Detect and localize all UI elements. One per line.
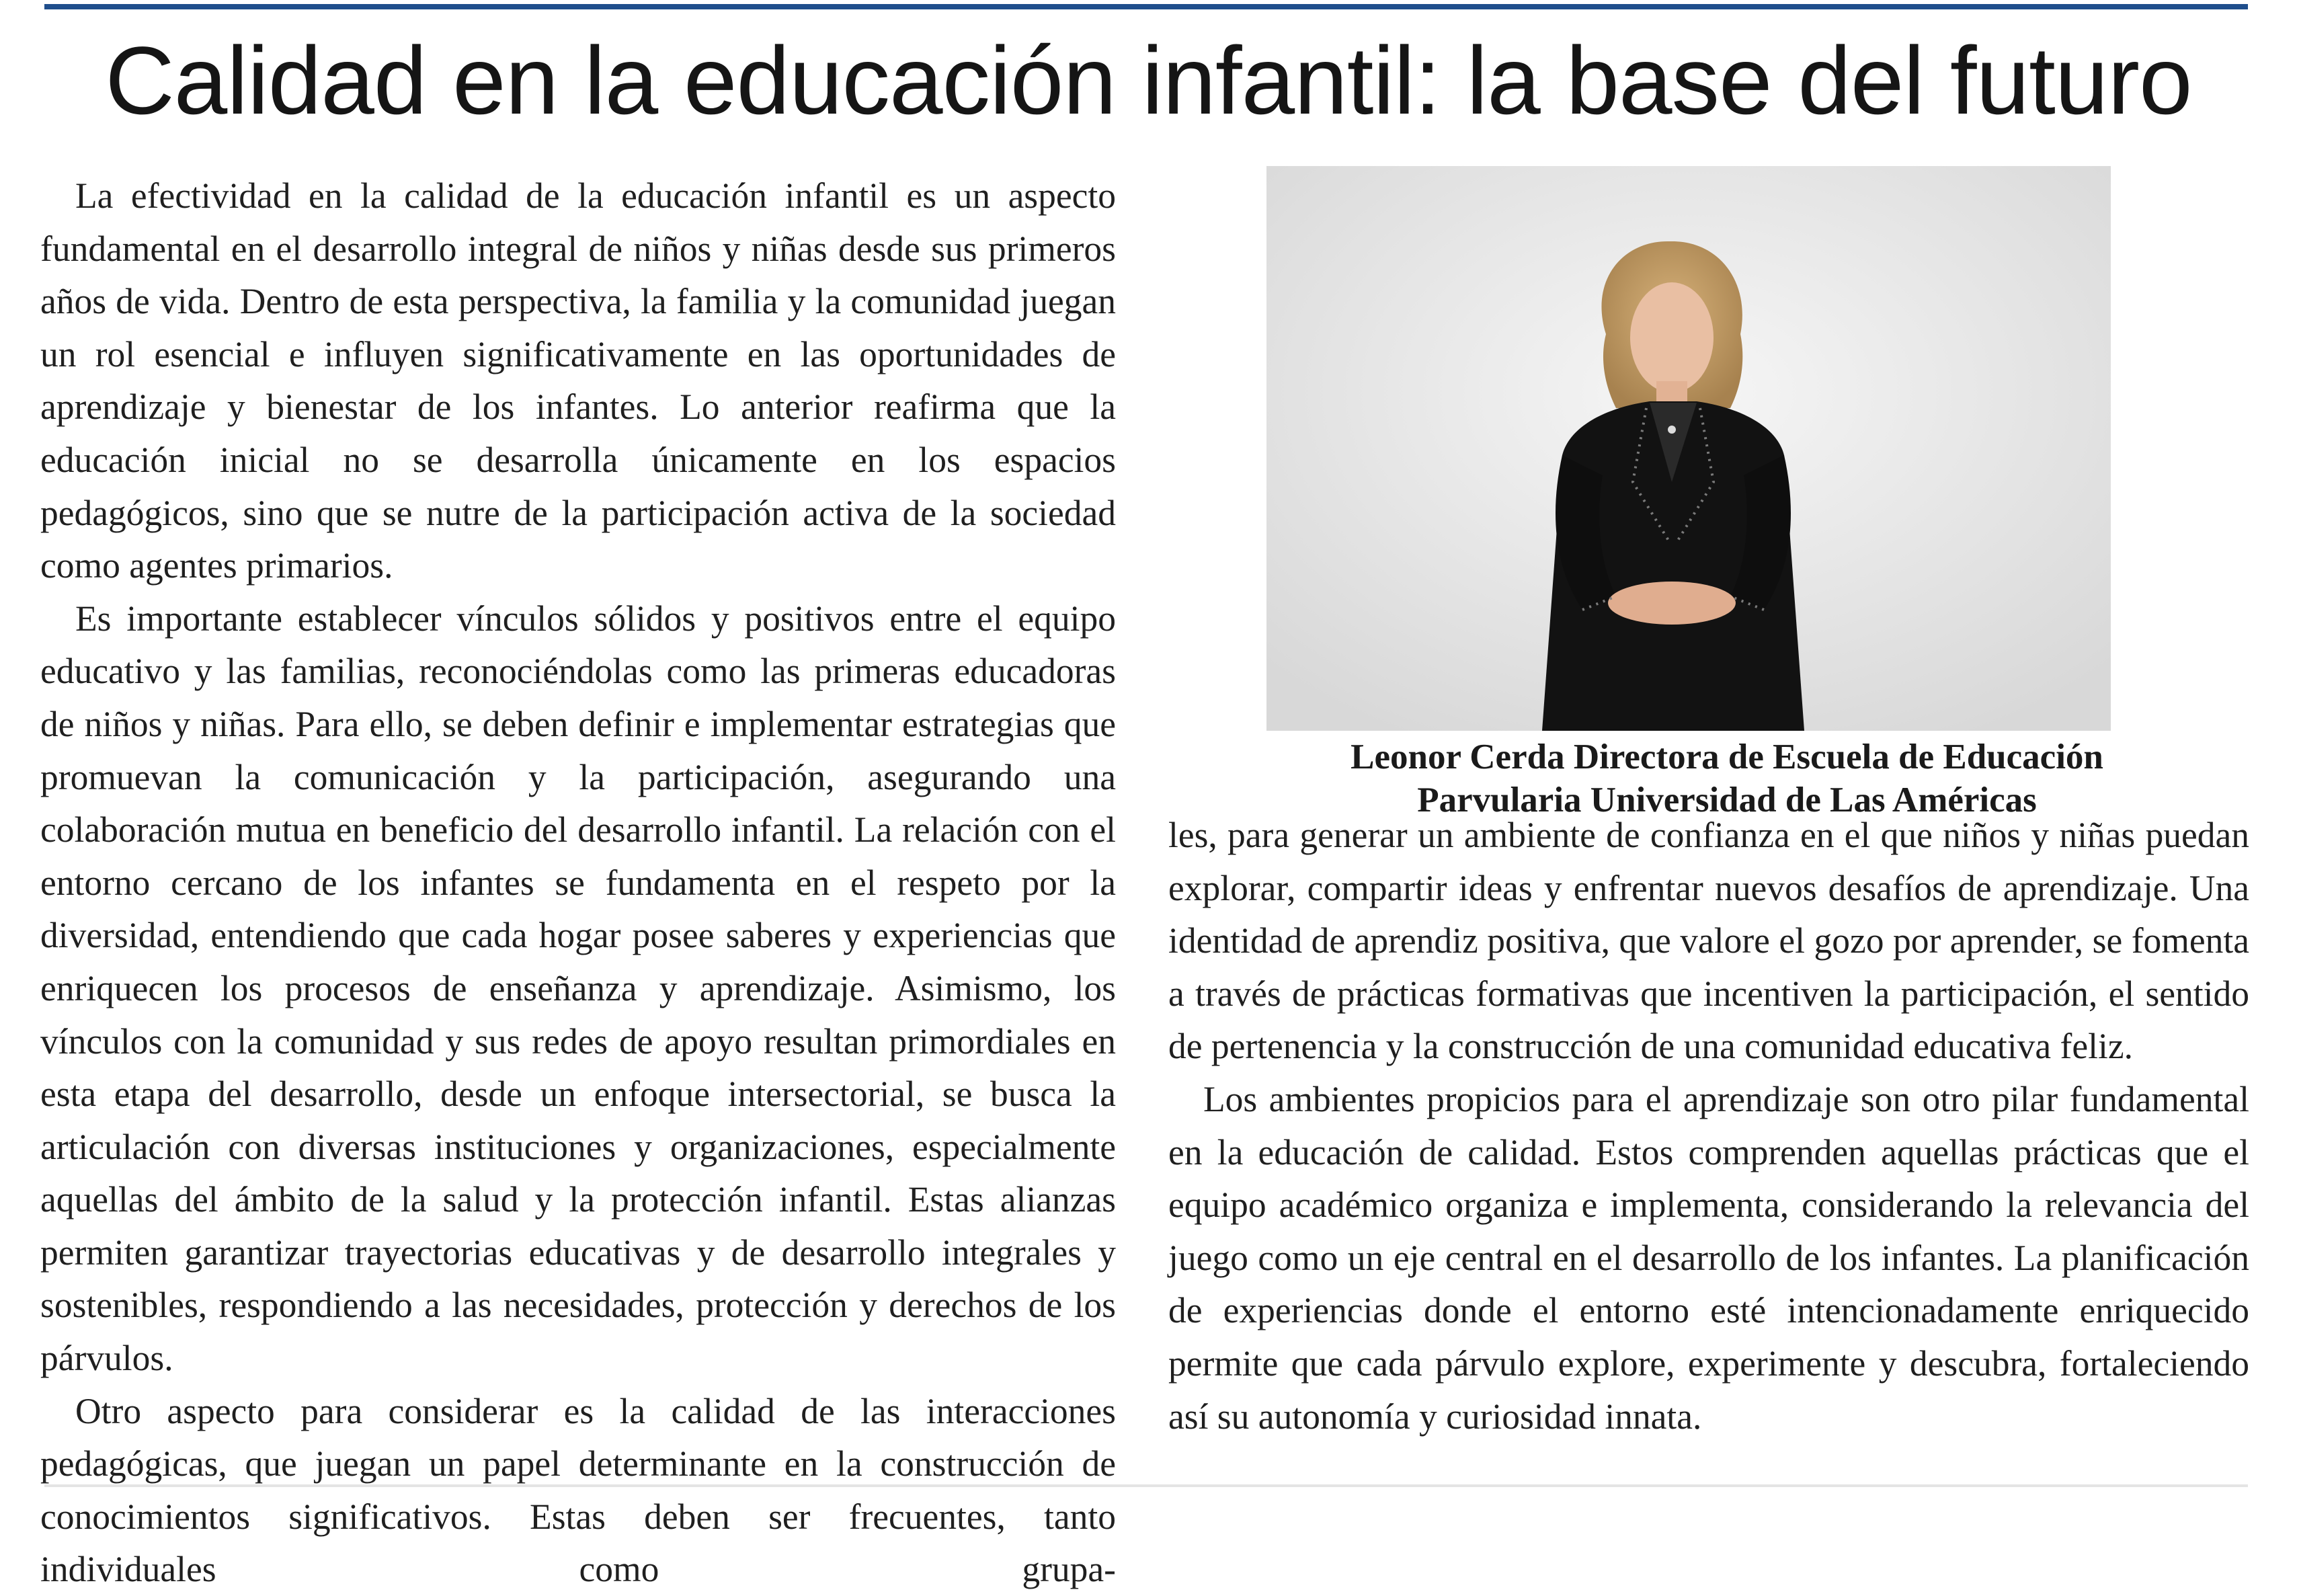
article-headline: Calidad en la educación infantil: la base del futuro [105, 28, 2192, 134]
paragraph: Es importante establecer vínculos sólidos y positivos entre el equipo educativo y las familias, reconociéndolas como las primeras educadoras de niños y niñas. Para ello, se deben definir e implementar estrategias que promuevan la comunicación y la participación, asegurando una colaboración mutua en beneficio del desarrollo infantil. La relación con el entorno cercano de los infantes se fundamenta en el respeto por la diversidad, entendiendo que cada hogar posee saberes y experiencias que enriquecen los procesos de enseñanza y aprendizaje. Asimismo, los vínculos con la comunidad y sus redes de apoyo resultan primordiales en esta etapa del desarrollo, desde un enfoque intersectorial, se busca la articulación con diversas instituciones y organizaciones, especialmente aquellas del ámbito de la salud y la protección infantil. Estas alianzas permiten garantizar trayectorias educativas y de desarrollo integrales y sostenibles, respondiendo a las necesidades, protección y derechos de los párvulos. [40, 598, 1116, 1379]
paragraph: Otro aspecto para considerar es la calidad de las interacciones pedagógicas, que juegan un papel determinante en la construcción de conocimientos significativos. Estas deben ser frecuentes, tanto individuales como grupa- [40, 1390, 1116, 1590]
paragraph: Los ambientes propicios para el aprendizaje son otro pilar fundamental en la educación de calidad. Estos comprenden aquellas prácticas que el equipo académico organiza e implementa, considerando la relevancia del juego como un eje central en el desarrollo de los infantes. La planificación de experiencias donde el entorno esté intencionadamente enriquecido permite que cada párvulo explore, experimente y descubra, fortaleciendo así su autonomía y curiosidad innata. [1168, 1078, 2249, 1437]
photo-caption-line1: Leonor Cerda Directora de Escuela de Educación [1351, 737, 2103, 776]
left-column [40, 169, 1116, 1596]
paragraph: les, para generar un ambiente de confianza en el que niños y niñas puedan explorar, compartir ideas y enfrentar nuevos desafíos de aprendizaje. Una identidad de aprendiz positiva, que valore el gozo por aprender, se fomenta a través de prácticas formativas que incentiven la participación, el sentido de pertenencia y la construcción de una comunidad educativa feliz. [1168, 815, 2249, 1067]
photo-caption-line2: Parvularia Universidad de Las Américas [1417, 781, 2037, 820]
right-column [1168, 809, 2249, 1443]
paragraph: La efectividad en la calidad de la educación infantil es un aspecto fundamental en el desarrollo integral de niños y niñas desde sus primeros años de vida. Dentro de esta perspectiva, la familia y la comunidad juegan un rol esencial e influyen significativamente en las oportunidades de aprendizaje y bienestar de los infantes. Lo anterior reafirma que la educación inicial no se desarrolla únicamente en los espacios pedagógicos, sino que se nutre de la participación activa de la sociedad como agentes primarios. [40, 175, 1116, 586]
bottom-rule [44, 1484, 2248, 1487]
portrait-photo [1266, 166, 2111, 731]
top-rule [44, 4, 2248, 9]
